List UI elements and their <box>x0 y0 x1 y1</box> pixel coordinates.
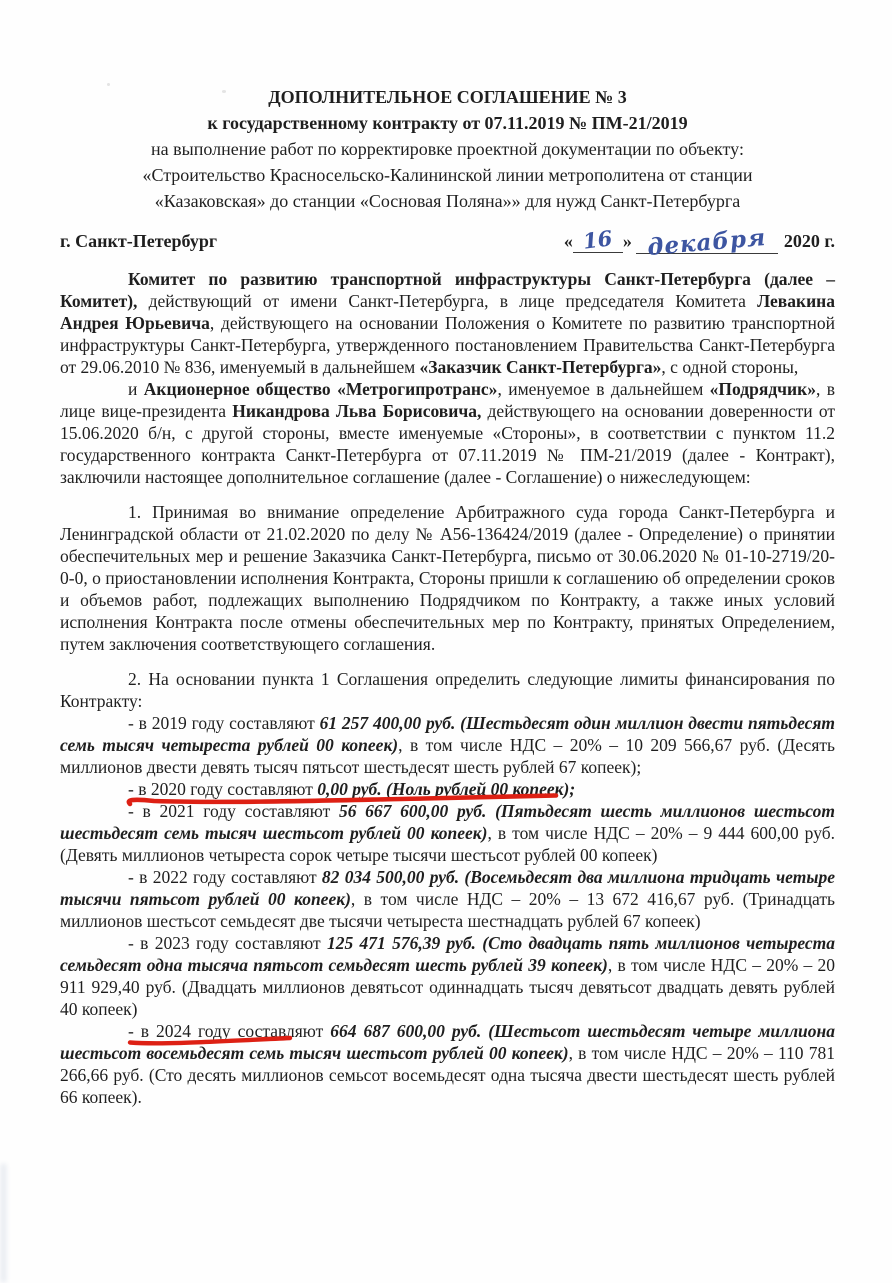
dateline <box>60 223 835 262</box>
text-run: действующего на основании доверенности от 15.06.2020 б/н, с другой стороны, вместе именуемые «Стороны», в соответствии с пунктом 11.2 государственного контракта Санкт-Петербурга от 07.11.2019 № ПМ-21/2019 (далее - Контракт), заключили настоящее дополнительное соглашение (далее - Соглашение) о нижеследующем: <box>60 401 836 487</box>
text-run: 0,00 руб. (Ноль рублей 00 копеек); <box>317 779 576 799</box>
handwritten-day: 16 <box>581 225 614 254</box>
close-quote: » <box>622 231 632 251</box>
text-run: , в том числе НДС – 20% – 9 444 600,00 руб. (Девять миллионов четыреста сорок четыре тысячи шестьсот рублей 00 копеек) <box>60 823 836 865</box>
limit-2022 <box>60 866 835 932</box>
text-run: 56 667 600,00 руб. (Пятьдесят шесть миллионов шестьсот шестьдесят семь тысяч шестьсот рублей 00 копеек) <box>60 801 836 843</box>
text-run: , в том числе НДС – 20% – 13 672 416,67 руб. (Тринадцать миллионов шестьсот семьдесят две тысячи четыреста шестнадцать рублей 67 копеек) <box>60 889 835 931</box>
text-run: , в лице вице-президента <box>60 379 836 421</box>
text-run: Комитет по развитию транспортной инфраструктуры Санкт-Петербурга (далее – Комитет), <box>60 269 835 311</box>
text-run: , в том числе НДС – 20% – 10 209 566,67 руб. (Десять миллионов двести девять тысяч пятьсот шестьдесят шесть рублей 67 копеек); <box>60 735 836 777</box>
dateline-year: 2020 г. <box>783 231 835 251</box>
text-run: - в 2019 году составляют <box>128 713 320 733</box>
limit-2023 <box>60 932 835 1020</box>
month-slot <box>636 223 778 262</box>
open-quote: « <box>563 231 573 251</box>
limit-2019 <box>60 712 835 778</box>
limit-2024 <box>60 1020 835 1108</box>
text-run: и <box>128 379 144 399</box>
text-run: 125 471 576,39 руб. (Сто двадцать пять миллионов четыреста семьдесят одна тысяча пятьсот семьдесят шесть рублей 39 копеек) <box>60 933 835 975</box>
text-run: 2. На основании пункта 1 Соглашения определить следующие лимиты финансирования по Контракту: <box>60 669 835 711</box>
scan-speck <box>107 83 110 86</box>
text-run: действующий от имени Санкт-Петербурга, в лице председателя Комитета <box>148 291 758 311</box>
text-run: - в 2022 году составляют <box>128 867 322 887</box>
title-line-5: «Казаковская» до станции «Сосновая Поляна»» для нужд Санкт-Петербурга <box>154 191 741 211</box>
text-run: - в 2023 году составляют <box>128 933 327 953</box>
text-run: 664 687 600,00 руб. (Шестьсот шестьдесят четыре миллиона шестьсот восемьдесят семь тысяч шестьсот рублей 00 копеек) <box>60 1021 836 1063</box>
text-run: 1. Принимая во внимание определение Арбитражного суда города Санкт-Петербурга и Ленинградской области от 21.02.2020 по делу № А56-136424/2019 (далее - Определение) о принятии обеспечительных мер и решение Заказчика Санкт-Петербурга, письмо от 30.06.2020 № 01-10-2719/20-0-0, о приостановлении исполнения Контракта, Стороны пришли к соглашению об определении сроков и объемов работ, подлежащих выполнению Подрядчиком по Контракту, а также иных условий исполнения Контракта после отмены обеспечительных мер по Контракту, принятых Определением, путем заключения соответствующего соглашения. <box>60 502 835 654</box>
limit-2020 <box>60 778 835 800</box>
title-line-1: ДОПОЛНИТЕЛЬНОЕ СОГЛАШЕНИЕ № 3 <box>268 87 627 107</box>
text-run: «Заказчик Санкт-Петербурга» <box>419 357 662 377</box>
title-line-2: к государственному контракту от 07.11.2019 № ПМ-21/2019 <box>207 113 688 133</box>
clause-2-intro <box>60 668 835 712</box>
clause-1 <box>60 501 835 655</box>
text-run: - в 2020 году составляют <box>128 779 318 799</box>
document-title <box>60 84 835 214</box>
handwritten-month: декабря <box>646 223 768 262</box>
text-run: 82 034 500,00 руб. (Восемьдесят два миллиона тридцать четыре тысячи пятьсот рублей 00 копеек) <box>60 867 835 909</box>
text-run: Акционерное общество «Метрогипротранс» <box>143 379 498 399</box>
paragraph-committee <box>60 268 835 378</box>
text-run: «Подрядчик» <box>709 379 816 399</box>
limit-2021 <box>60 800 835 866</box>
text-run: 61 257 400,00 руб. (Шестьдесят один миллион двести пятьдесят семь тысяч четыреста рублей 00 копеек) <box>60 713 835 755</box>
text-run: - в 2024 году составляют <box>128 1021 331 1041</box>
title-line-4: «Строительство Красносельско-Калининской линии метрополитена от станции <box>142 165 753 185</box>
text-run: - в 2021 году составляют <box>128 801 339 821</box>
title-line-3: на выполнение работ по корректировке проектной документации по объекту: <box>151 139 744 159</box>
dateline-date <box>563 223 835 262</box>
dateline-city: г. Санкт-Петербург <box>60 231 218 251</box>
text-run: , именуемое в дальнейшем <box>497 379 710 399</box>
text-run: , в том числе НДС – 20% – 20 911 929,40 руб. (Двадцать миллионов девятьсот одиннадцать тысяч девятьсот двадцать девять рублей 40 копеек) <box>60 955 835 1019</box>
text-run: Левакина Андрея Юрьевича <box>60 291 835 333</box>
text-run: , в том числе НДС – 20% – 110 781 266,66 руб. (Сто десять миллионов семьсот восемьдесят одна тысяча двести шестьдесят шесть рублей 66 копеек). <box>60 1043 835 1107</box>
scan-artifact <box>0 1163 7 1283</box>
text-run: , с одной стороны, <box>661 357 799 377</box>
scan-speck <box>222 90 226 93</box>
day-slot <box>573 227 623 253</box>
document-body <box>60 268 835 1108</box>
text-run: Никандрова Льва Борисовича, <box>232 401 482 421</box>
text-run: , действующего на основании Положения о Комитете по развитию транспортной инфраструктуры Санкт-Петербурга, утвержденного постановлением Правительства Санкт-Петербурга от 29.06.2010 № 836, именуемый в дальнейшем <box>60 313 836 377</box>
paragraph-contractor <box>60 378 835 488</box>
